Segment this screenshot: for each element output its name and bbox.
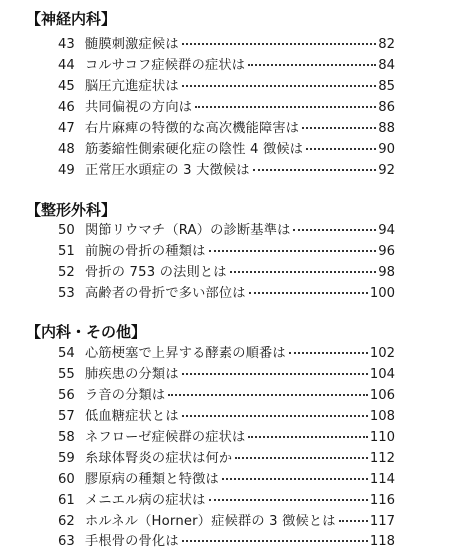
dot-leader — [222, 477, 368, 480]
entry-title: 脳圧亢進症状は — [85, 79, 179, 94]
entry-page-number: 82 — [378, 37, 395, 52]
dot-leader — [339, 519, 368, 522]
entry-number: 44 — [58, 58, 75, 73]
entry-title: 共同偏視の方向は — [85, 100, 193, 115]
toc-entry — [58, 385, 395, 406]
entry-page-number: 112 — [369, 451, 395, 466]
entry-number: 59 — [58, 451, 75, 466]
entry-number: 48 — [58, 142, 75, 157]
dot-leader — [249, 291, 368, 294]
dot-leader — [182, 42, 377, 45]
entry-number: 56 — [58, 388, 75, 403]
entry-number: 45 — [58, 79, 75, 94]
entry-number: 47 — [58, 121, 75, 136]
toc-entry — [58, 490, 395, 511]
entry-number: 60 — [58, 472, 75, 487]
entry-number: 61 — [58, 493, 75, 508]
entry-page-number: 117 — [369, 514, 395, 529]
toc-entry — [58, 118, 395, 139]
toc-entry — [58, 364, 395, 385]
dot-leader — [182, 414, 368, 417]
toc-entry — [58, 531, 395, 552]
toc-entry — [58, 406, 395, 427]
entry-page-number: 106 — [369, 388, 395, 403]
entry-page-number: 96 — [378, 244, 395, 259]
entry-title: ネフローゼ症候群の症状は — [85, 430, 246, 445]
entry-title: 低血糖症状とは — [85, 409, 179, 424]
entry-number: 46 — [58, 100, 75, 115]
toc-entry — [58, 220, 395, 241]
entry-title: コルサコフ症候群の症状は — [85, 58, 246, 73]
toc-entry — [58, 76, 395, 97]
entry-number: 43 — [58, 37, 75, 52]
entry-title: 前腕の骨折の種類は — [85, 244, 206, 259]
toc-entry — [58, 160, 395, 181]
entry-title: ホルネル（Horner）症候群の 3 徴候とは — [85, 514, 336, 529]
entry-number: 50 — [58, 223, 75, 238]
entry-title: 正常圧水頭症の 3 大徴候は — [85, 163, 250, 178]
dot-leader — [230, 270, 377, 273]
toc-entry — [58, 469, 395, 490]
entry-title: 膠原病の種類と特徴は — [85, 472, 219, 487]
dot-leader — [168, 393, 368, 396]
toc-entry — [58, 283, 395, 304]
toc-entry — [58, 511, 395, 532]
dot-leader — [289, 351, 368, 354]
entry-page-number: 114 — [369, 472, 395, 487]
entry-page-number: 86 — [378, 100, 395, 115]
toc-entry — [58, 448, 395, 469]
entry-page-number: 92 — [378, 163, 395, 178]
entry-page-number: 85 — [378, 79, 395, 94]
entry-title: 糸球体腎炎の症状は何か — [85, 451, 233, 466]
dot-leader — [182, 539, 368, 542]
dot-leader — [253, 168, 377, 171]
entry-number: 58 — [58, 430, 75, 445]
dot-leader — [209, 498, 368, 501]
toc-entry — [58, 262, 395, 283]
section-heading-orthopedics: 【整形外科】 — [26, 201, 117, 219]
entry-page-number: 102 — [369, 346, 395, 361]
entry-title: 骨折の 753 の法則とは — [85, 265, 227, 280]
toc-entry — [58, 241, 395, 262]
entry-number: 54 — [58, 346, 75, 361]
dot-leader — [182, 84, 377, 87]
entry-number: 63 — [58, 534, 75, 549]
entry-page-number: 98 — [378, 265, 395, 280]
section-heading-internal-medicine: 【内科・その他】 — [26, 323, 147, 341]
dot-leader — [182, 372, 368, 375]
entry-title: 関節リウマチ（RA）の診断基準は — [85, 223, 291, 238]
dot-leader — [306, 147, 376, 150]
dot-leader — [235, 456, 368, 459]
entry-number: 55 — [58, 367, 75, 382]
entry-title: 筋萎縮性側索硬化症の陰性 4 徴候は — [85, 142, 304, 157]
entry-page-number: 118 — [369, 534, 395, 549]
dot-leader — [248, 435, 367, 438]
dot-leader — [209, 249, 377, 252]
entry-title: 高齢者の骨折で多い部位は — [85, 286, 246, 301]
entry-page-number: 104 — [369, 367, 395, 382]
entry-page-number: 108 — [369, 409, 395, 424]
entry-number: 57 — [58, 409, 75, 424]
entry-page-number: 116 — [369, 493, 395, 508]
entry-title: 心筋梗塞で上昇する酵素の順番は — [85, 346, 286, 361]
dot-leader — [248, 63, 376, 66]
entry-page-number: 90 — [378, 142, 395, 157]
entry-title: 右片麻痺の特徴的な高次機能障害は — [85, 121, 300, 136]
entry-number: 49 — [58, 163, 75, 178]
entry-number: 51 — [58, 244, 75, 259]
section-heading-neurology: 【神経内科】 — [26, 10, 117, 28]
toc-entry — [58, 139, 395, 160]
entry-page-number: 88 — [378, 121, 395, 136]
toc-entry — [58, 34, 395, 55]
entry-page-number: 110 — [369, 430, 395, 445]
entry-title: ラ音の分類は — [85, 388, 166, 403]
entry-number: 53 — [58, 286, 75, 301]
entry-title: 髄膜刺激症候は — [85, 37, 179, 52]
dot-leader — [195, 105, 376, 108]
dot-leader — [293, 228, 376, 231]
entry-number: 62 — [58, 514, 75, 529]
entry-title: メニエル病の症状は — [85, 493, 206, 508]
dot-leader — [302, 126, 376, 129]
entry-number: 52 — [58, 265, 75, 280]
toc-entry — [58, 427, 395, 448]
entry-title: 手根骨の骨化は — [85, 534, 179, 549]
entry-title: 肺疾患の分類は — [85, 367, 179, 382]
entry-page-number: 100 — [369, 286, 395, 301]
toc-entry — [58, 55, 395, 76]
toc-entry — [58, 97, 395, 118]
entry-page-number: 94 — [378, 223, 395, 238]
entry-page-number: 84 — [378, 58, 395, 73]
toc-entry — [58, 343, 395, 364]
